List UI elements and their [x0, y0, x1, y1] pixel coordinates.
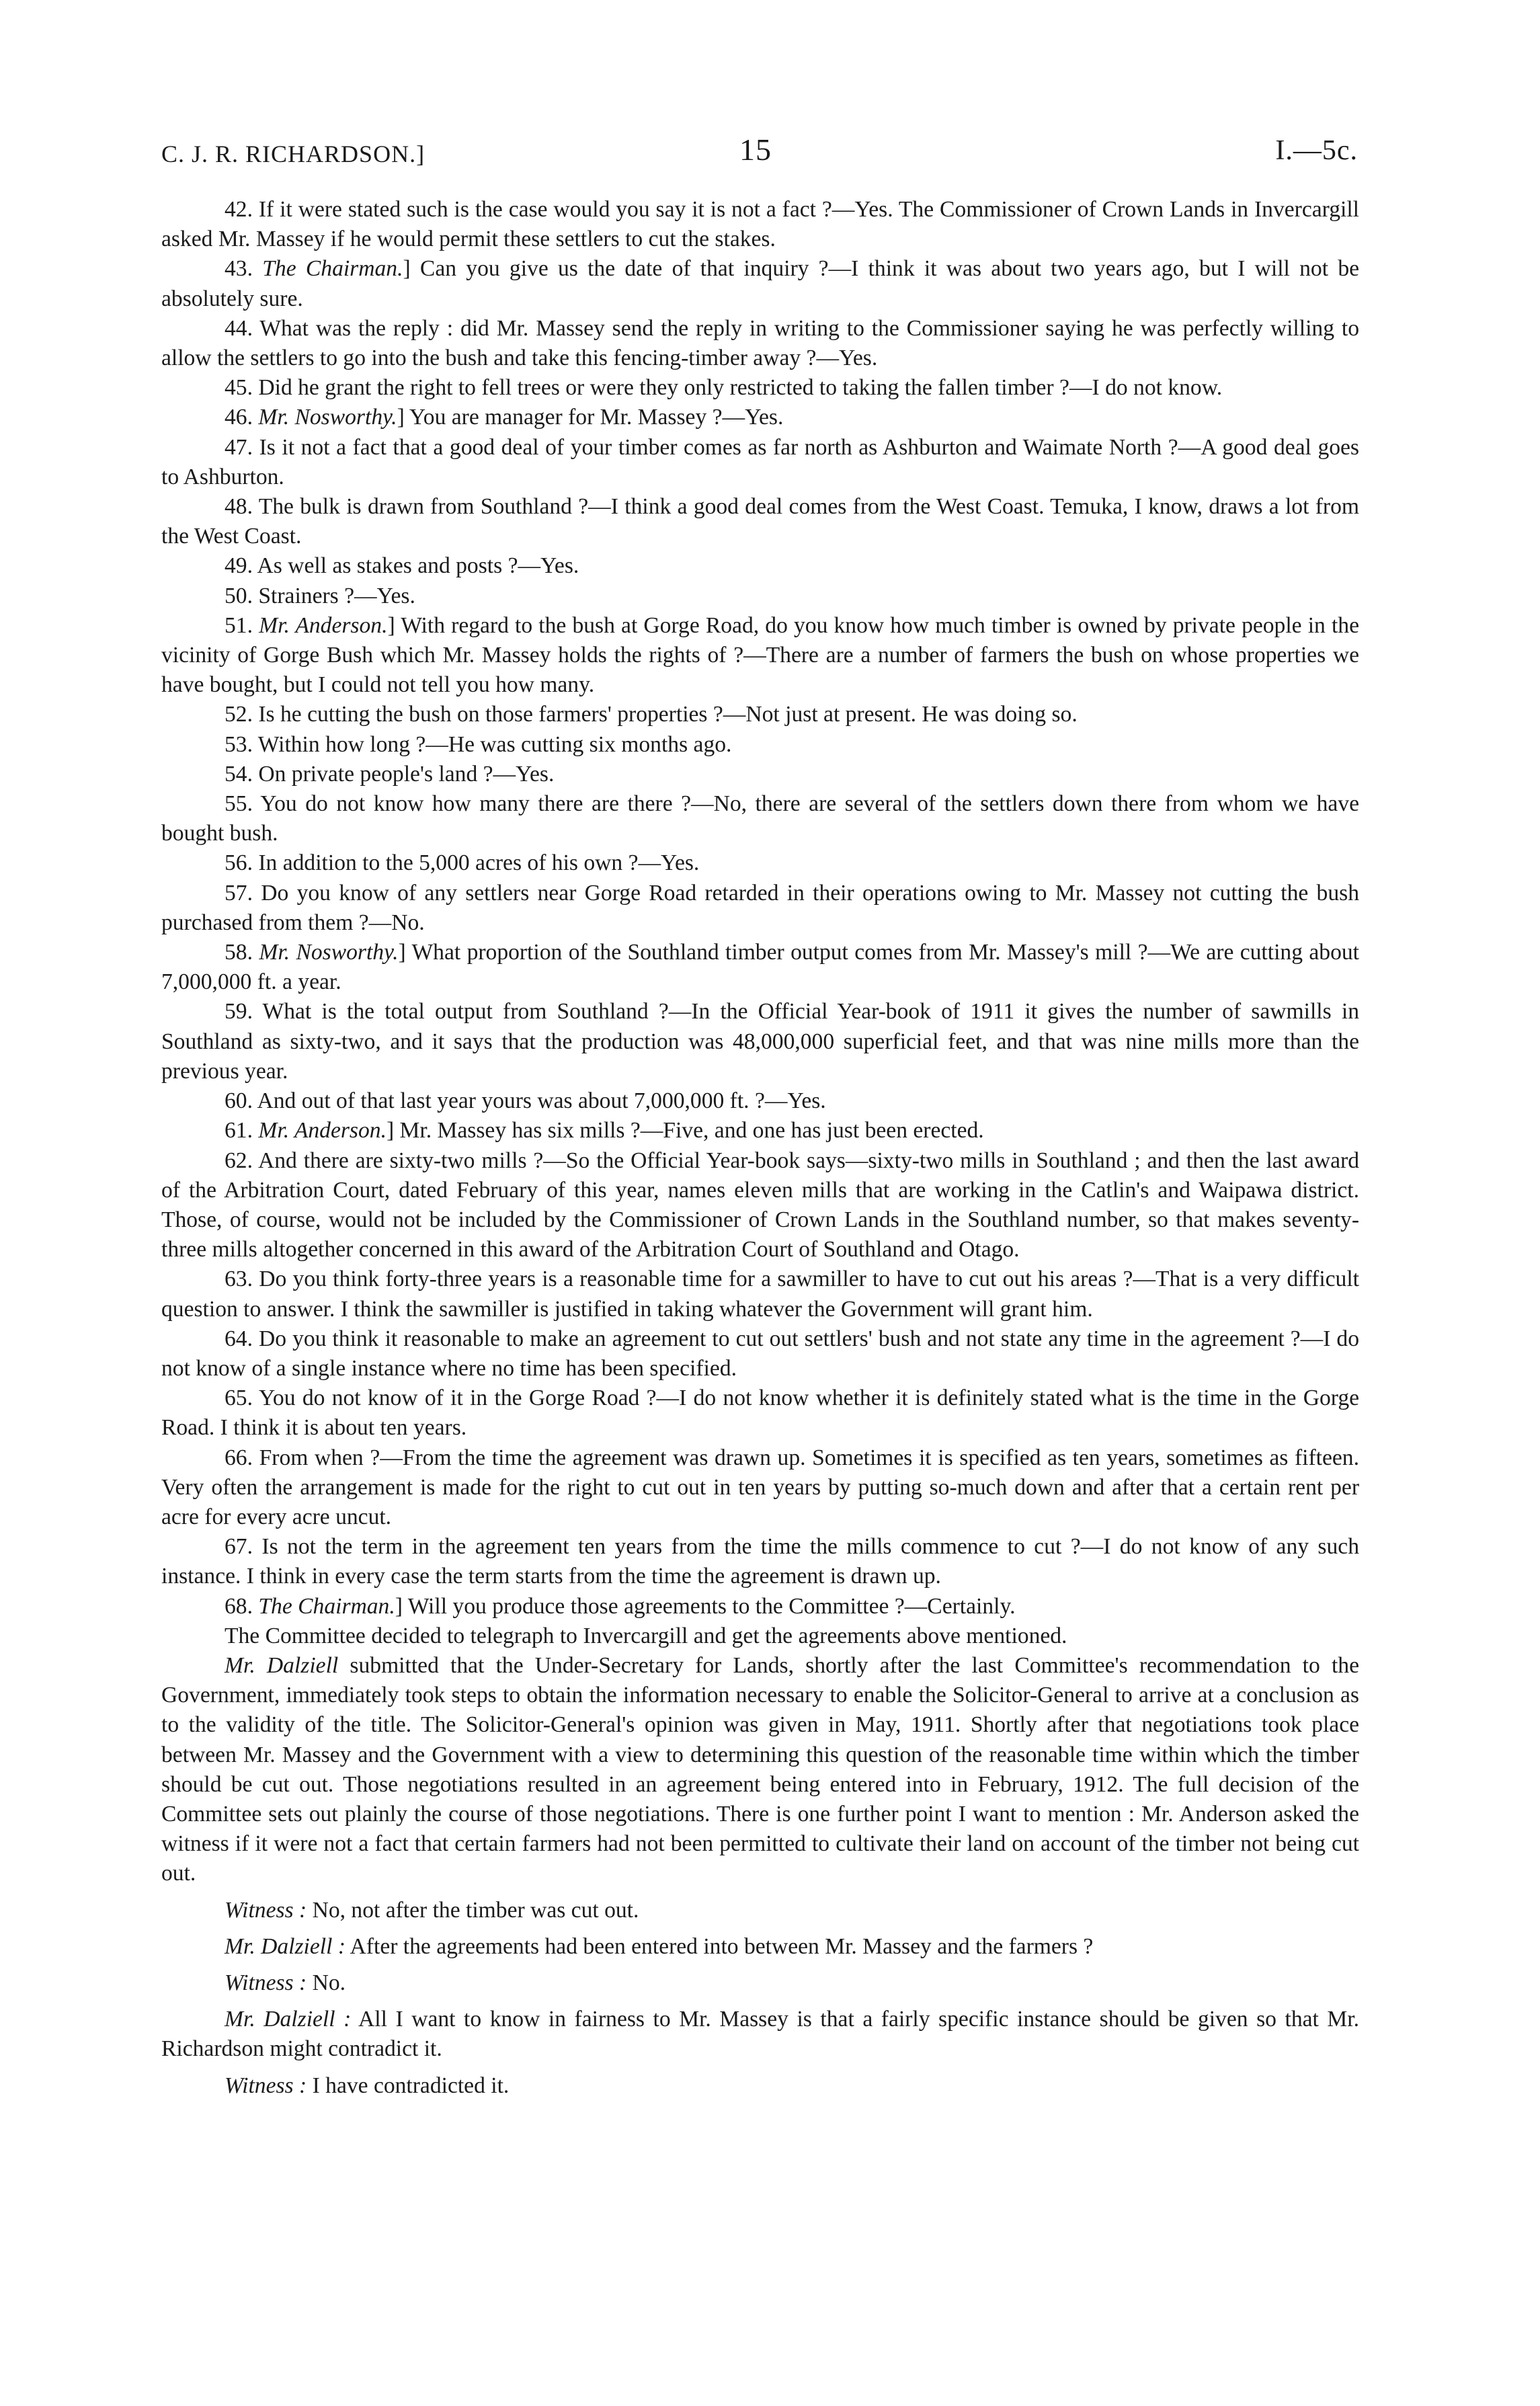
paragraph-59: 59. What is the total output from Southland ?—In the Official Year-book of 1911 it gives the number of sawmills in Southland as sixty-two, and it says that the production was 48,000,000 superficial feet, and that was nine mills more than the previous year. — [161, 999, 1359, 1084]
paragraph-53: 53. Within how long ?—He was cutting six months ago. — [225, 731, 732, 757]
paragraph-45: 45. Did he grant the right to fell trees or were they only restricted to taking the fallen timber ?—I do not know. — [225, 375, 1223, 401]
paragraph-48: 48. The bulk is drawn from Southland ?—I think a good deal comes from the West Coast. Temuka, I know, draws a lot from the West Coast. — [161, 494, 1359, 549]
paragraph-49: 49. As well as stakes and posts ?—Yes. — [225, 553, 579, 579]
paragraph-60: 60. And out of that last year yours was about 7,000,000 ft. ?—Yes. — [225, 1088, 826, 1114]
paper-reference: I.—5c. — [1275, 135, 1358, 166]
paragraph-52: 52. Is he cutting the bush on those farmers' properties ?—Not just at present. He was doing so. — [225, 702, 1078, 727]
header-witness-name: C. J. R. RICHARDSON.] — [161, 141, 425, 167]
paragraph-57: 57. Do you know of any settlers near Gorge Road retarded in their operations owing to Mr. Massey not cutting the bush purchased from them ?—No. — [161, 880, 1359, 935]
paragraph-50: 50. Strainers ?—Yes. — [225, 583, 415, 608]
paragraph-54: 54. On private people's land ?—Yes. — [225, 761, 555, 787]
paragraph-56: 56. In addition to the 5,000 acres of his own ?—Yes. — [225, 850, 700, 876]
dialogue-line-2: Mr. Dalziell : After the agreements had been entered into between Mr. Massey and the farmers ? — [225, 1933, 1094, 1959]
paragraph-63: 63. Do you think forty-three years is a reasonable time for a sawmiller to have to cut out his areas ?—That is a very difficult question to answer. I think the sawmiller is justified in taking whatever the Government will grant him. — [161, 1267, 1359, 1322]
paragraph-67: 67. Is not the term in the agreement ten years from the time the mills commence to cut ?—I do not know of any such instance. I think in every case the term starts from the time the agreement is drawn up. — [161, 1534, 1359, 1589]
page-number: 15 — [739, 132, 772, 167]
dialogue-line-1: Witness : No, not after the timber was cut out. — [225, 1897, 639, 1923]
page-header — [161, 132, 1358, 172]
paragraph-43: 43. The Chairman.] Can you give us the date of that inquiry ?—I think it was about two years ago, but I will not be absolutely sure. — [161, 256, 1360, 311]
paragraph-51: 51. Mr. Anderson.] With regard to the bush at Gorge Road, do you know how much timber is owned by private people in the vicinity of Gorge Bush which Mr. Massey holds the rights of ?—There are a number of farmers the bush on whose properties we have bought, but I could not tell you how many. — [161, 612, 1359, 698]
paragraph-committee-decision: The Committee decided to telegraph to Invercargill and get the agreements above mentioned. — [225, 1623, 1067, 1648]
paragraph-62: 62. And there are sixty-two mills ?—So the Official Year-book says—sixty-two mills in Southland ; and then the last award of the Arbitration Court, dated February of this year, names eleven mills that are working in the Catlin's and Waipawa district. Those, of course, would not be included by the Commissioner of Crown Lands in the Southland number, so that makes seventy-three mills altogether concerned in this award of the Arbitration Court of Southland and Otago. — [161, 1148, 1359, 1262]
paragraph-42: 42. If it were stated such is the case would you say it is not a fact ?—Yes. The Commissioner of Crown Lands in Invercargill asked Mr. Massey if he would permit these settlers to cut the stakes. — [161, 197, 1359, 252]
paragraph-61: 61. Mr. Anderson.] Mr. Massey has six mills ?—Five, and one has just been erected. — [225, 1118, 984, 1144]
paragraph-44: 44. What was the reply : did Mr. Massey send the reply in writing to the Commissioner saying he was perfectly willing to allow the settlers to go into the bush and take this fencing-timber away ?—Yes. — [161, 315, 1359, 371]
paragraph-66: 66. From when ?—From the time the agreement was drawn up. Sometimes it is specified as ten years, sometimes as fifteen. Very often the arrangement is made for the right to cut out in ten years by putting so-much down and after that a certain rent per acre for every acre uncut. — [161, 1445, 1359, 1529]
document-body — [161, 195, 1359, 2108]
dialogue-line-4: Mr. Dalziell : All I want to know in fairness to Mr. Massey is that a fairly specific instance should be given so that Mr. Richardson might contradict it. — [161, 2007, 1359, 2062]
dialogue-line-3: Witness : No. — [225, 1970, 346, 1995]
paragraph-64: 64. Do you think it reasonable to make an agreement to cut out settlers' bush and not state any time in the agreement ?—I do not know of a single instance where no time has been specified. — [161, 1326, 1360, 1381]
paragraph-68: 68. The Chairman.] Will you produce those agreements to the Committee ?—Certainly. — [225, 1593, 1016, 1619]
paragraph-46: 46. Mr. Nosworthy.] You are manager for Mr. Massey ?—Yes. — [225, 405, 784, 430]
paragraph-dalziell-submission: Mr. Dalziell submitted that the Under-Secretary for Lands, shortly after the last Committee's recommendation to the Government, immediately took steps to obtain the information necessary to enable the Solicitor-General to arrive at a conclusion as to the validity of the title. The Solicitor-General's opinion was given in May, 1911. Shortly after that negotiations took place between Mr. Massey and the Government with a view to determining this question of the reasonable time within which the timber should be cut out. Those negotiations resulted in an agreement being entered into in February, 1912. The full decision of the Committee sets out plainly the course of those negotiations. There is one further point I want to mention : Mr. Anderson asked the witness if it were not a fact that certain farmers had not been permitted to cultivate their land on account of the timber not being cut out. — [161, 1652, 1359, 1886]
paragraph-55: 55. You do not know how many there are there ?—No, there are several of the settlers down there from whom we have bought bush. — [161, 791, 1359, 846]
paragraph-58: 58. Mr. Nosworthy.] What proportion of the Southland timber output comes from Mr. Massey's mill ?—We are cutting about 7,000,000 ft. a year. — [161, 940, 1359, 995]
paragraph-65: 65. You do not know of it in the Gorge Road ?—I do not know whether it is definitely stated what is the time in the Gorge Road. I think it is about ten years. — [161, 1386, 1360, 1441]
paragraph-47: 47. Is it not a fact that a good deal of your timber comes as far north as Ashburton and Waimate North ?—A good deal goes to Ashburton. — [161, 434, 1359, 489]
dialogue-line-5: Witness : I have contradicted it. — [225, 2073, 510, 2098]
